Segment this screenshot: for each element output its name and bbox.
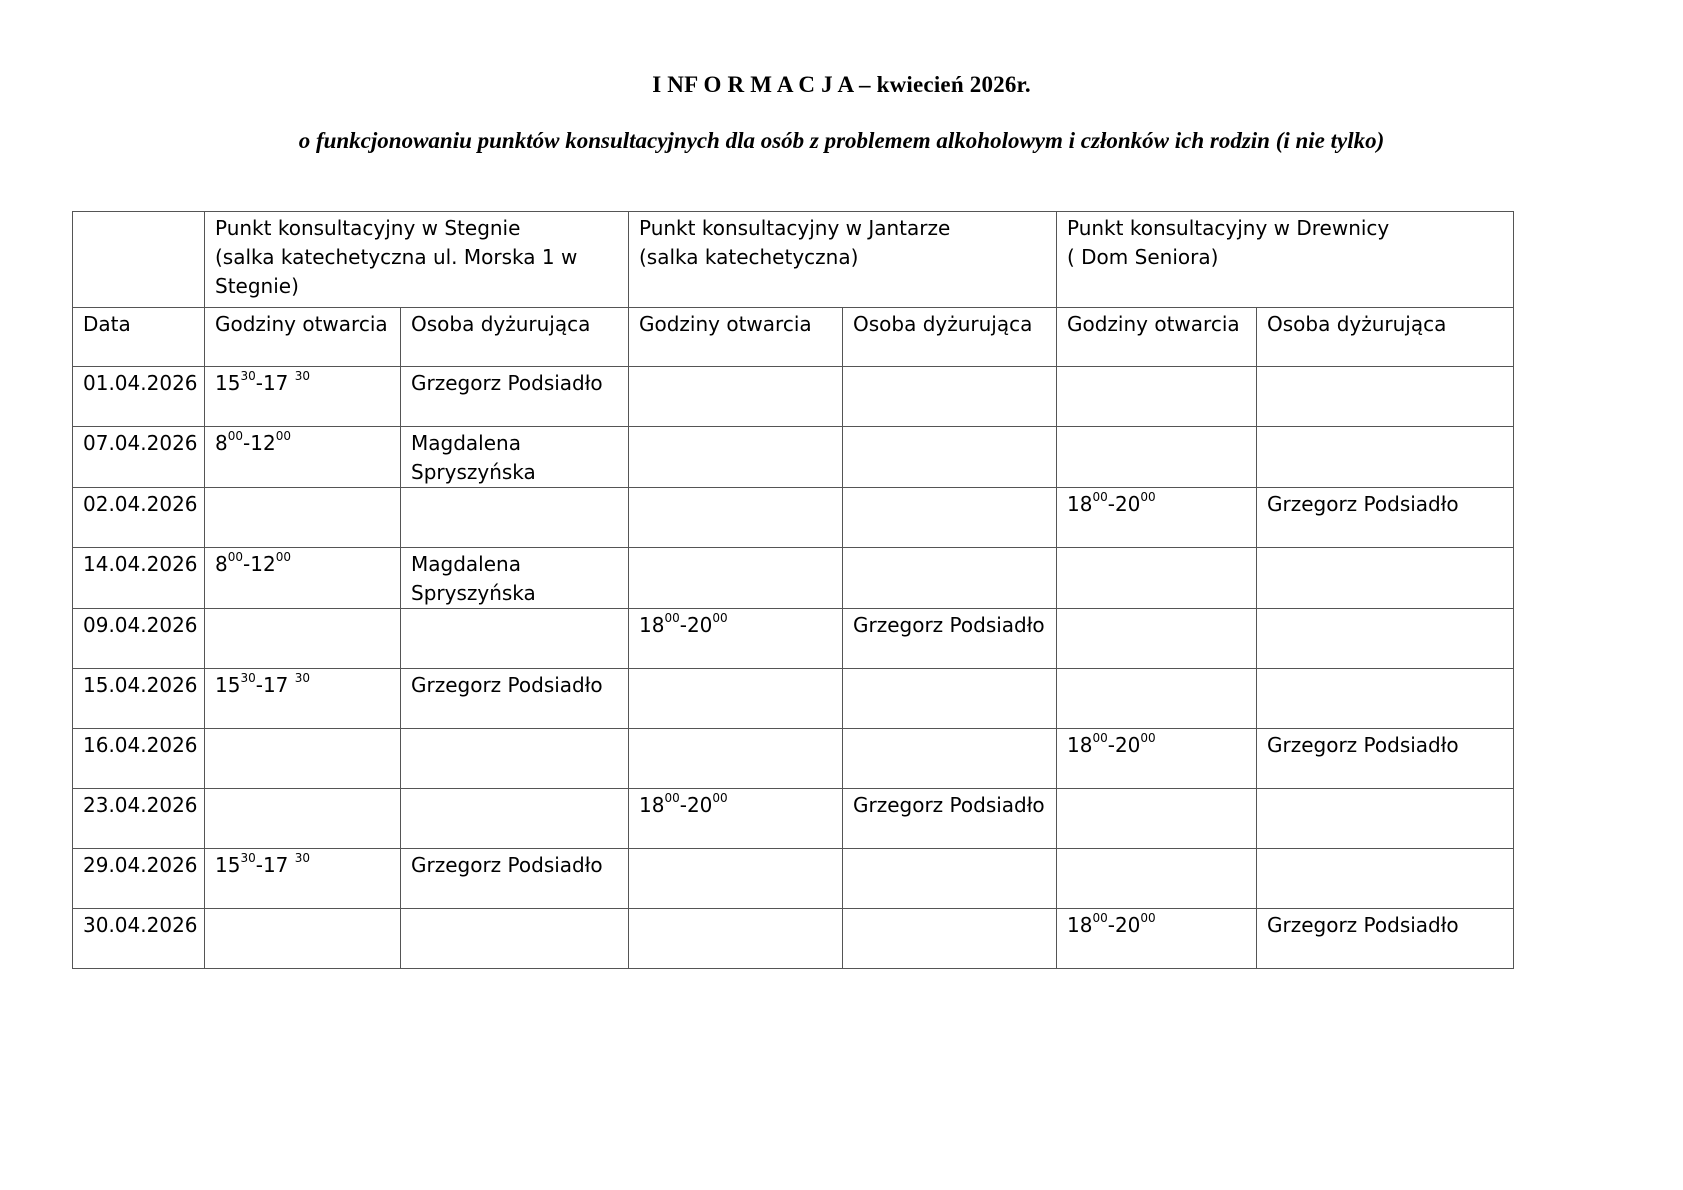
group-location: (salka katechetyczna) (639, 245, 859, 269)
stegna-person-cell (401, 488, 629, 548)
column-header-hours: Godziny otwarcia (629, 308, 843, 367)
end-minutes: 00 (1140, 911, 1156, 926)
stegna-person-cell: Magdalena Spryszyńska (401, 427, 629, 488)
start-hour: 8 (215, 431, 228, 455)
column-header-row (73, 308, 1514, 367)
empty-corner-cell (73, 212, 205, 308)
column-header-person: Osoba dyżurująca (1257, 308, 1514, 367)
start-hour: 15 (215, 371, 241, 395)
end-minutes: 00 (275, 429, 291, 444)
end-minutes: 30 (294, 851, 311, 866)
end-minutes: 00 (1140, 731, 1156, 746)
jantar-hours-cell (629, 427, 843, 488)
opening-hours (215, 552, 291, 576)
start-hour: 15 (215, 853, 241, 877)
start-minutes: 30 (240, 671, 256, 686)
stegna-hours-cell (205, 427, 401, 488)
table-row (73, 789, 1514, 849)
start-hour: 18 (639, 613, 665, 637)
opening-hours (639, 613, 728, 637)
stegna-person-cell: Grzegorz Podsiadło (401, 367, 629, 427)
group-location: ( Dom Seniora) (1067, 245, 1219, 269)
jantar-person-cell (843, 367, 1057, 427)
end-hour: -20 (1107, 733, 1141, 757)
end-hour: -20 (679, 793, 713, 817)
group-header-row (73, 212, 1514, 308)
column-header-date: Data (73, 308, 205, 367)
date-cell: 15.04.2026 (73, 669, 205, 729)
drewnica-hours-cell (1057, 729, 1257, 789)
jantar-person-cell: Grzegorz Podsiadło (843, 609, 1057, 669)
opening-hours (639, 793, 728, 817)
stegna-person-cell: Grzegorz Podsiadło (401, 669, 629, 729)
start-minutes: 30 (240, 851, 256, 866)
group-name: Punkt konsultacyjny w Jantarze (639, 216, 951, 240)
drewnica-person-cell: Grzegorz Podsiadło (1257, 909, 1514, 969)
jantar-person-cell (843, 548, 1057, 609)
start-hour: 18 (1067, 733, 1093, 757)
document-subtitle: o funkcjonowaniu punktów konsultacyjnych dla osób z problemem alkoholowym i członków ich rodzin (i nie tylko) (298, 128, 1385, 153)
drewnica-hours-cell (1057, 367, 1257, 427)
drewnica-hours-cell (1057, 789, 1257, 849)
group-name: Punkt konsultacyjny w Stegnie (215, 216, 521, 240)
group-header-stegna (205, 212, 629, 308)
column-header-hours: Godziny otwarcia (1057, 308, 1257, 367)
table-row (73, 427, 1514, 488)
stegna-hours-cell (205, 789, 401, 849)
table-row (73, 548, 1514, 609)
drewnica-hours-cell (1057, 488, 1257, 548)
drewnica-person-cell (1257, 548, 1514, 609)
group-name: Punkt konsultacyjny w Drewnicy (1067, 216, 1390, 240)
end-hour: -12 (243, 552, 276, 576)
jantar-person-cell (843, 427, 1057, 488)
jantar-person-cell (843, 669, 1057, 729)
jantar-hours-cell (629, 849, 843, 909)
jantar-hours-cell (629, 669, 843, 729)
table-row (73, 669, 1514, 729)
jantar-person-cell (843, 849, 1057, 909)
start-minutes: 00 (664, 791, 680, 806)
drewnica-person-cell (1257, 609, 1514, 669)
jantar-hours-cell (629, 488, 843, 548)
end-minutes: 30 (294, 369, 311, 384)
drewnica-person-cell (1257, 789, 1514, 849)
jantar-person-cell (843, 488, 1057, 548)
column-header-hours: Godziny otwarcia (205, 308, 401, 367)
stegna-hours-cell (205, 909, 401, 969)
opening-hours (1067, 492, 1156, 516)
group-location: (salka katechetyczna ul. Morska 1 w Stegnie) (215, 245, 578, 298)
stegna-person-cell (401, 609, 629, 669)
drewnica-hours-cell (1057, 548, 1257, 609)
end-hour: -17 (255, 853, 295, 877)
stegna-hours-cell (205, 669, 401, 729)
drewnica-hours-cell (1057, 669, 1257, 729)
date-cell: 30.04.2026 (73, 909, 205, 969)
drewnica-person-cell: Grzegorz Podsiadło (1257, 488, 1514, 548)
date-cell: 29.04.2026 (73, 849, 205, 909)
schedule-body (73, 367, 1514, 969)
start-hour: 18 (1067, 913, 1093, 937)
table-row (73, 729, 1514, 789)
table-row (73, 488, 1514, 548)
jantar-hours-cell (629, 548, 843, 609)
end-minutes: 00 (1140, 490, 1156, 505)
end-hour: -20 (1107, 492, 1141, 516)
document-title: I NF O R M A C J A – kwiecień 2026r. (652, 72, 1031, 97)
start-minutes: 00 (664, 611, 680, 626)
stegna-person-cell (401, 729, 629, 789)
stegna-hours-cell (205, 367, 401, 427)
end-minutes: 00 (712, 791, 728, 806)
drewnica-hours-cell (1057, 909, 1257, 969)
jantar-hours-cell (629, 367, 843, 427)
drewnica-person-cell (1257, 427, 1514, 488)
table-row (73, 909, 1514, 969)
end-hour: -17 (255, 673, 295, 697)
drewnica-person-cell: Grzegorz Podsiadło (1257, 729, 1514, 789)
column-header-person: Osoba dyżurująca (843, 308, 1057, 367)
stegna-person-cell (401, 909, 629, 969)
jantar-hours-cell (629, 789, 843, 849)
end-hour: -20 (1107, 913, 1141, 937)
table-row (73, 367, 1514, 427)
start-minutes: 00 (1092, 731, 1108, 746)
drewnica-person-cell (1257, 849, 1514, 909)
jantar-hours-cell (629, 609, 843, 669)
table-row (73, 849, 1514, 909)
date-cell: 07.04.2026 (73, 427, 205, 488)
date-cell: 02.04.2026 (73, 488, 205, 548)
opening-hours (215, 853, 310, 877)
date-cell: 14.04.2026 (73, 548, 205, 609)
date-cell: 23.04.2026 (73, 789, 205, 849)
drewnica-hours-cell (1057, 609, 1257, 669)
jantar-hours-cell (629, 909, 843, 969)
end-minutes: 30 (294, 671, 311, 686)
start-minutes: 00 (1092, 490, 1108, 505)
date-cell: 16.04.2026 (73, 729, 205, 789)
jantar-person-cell (843, 729, 1057, 789)
column-header-person: Osoba dyżurująca (401, 308, 629, 367)
stegna-hours-cell (205, 548, 401, 609)
end-hour: -12 (243, 431, 276, 455)
drewnica-hours-cell (1057, 427, 1257, 488)
start-minutes: 00 (1092, 911, 1108, 926)
stegna-person-cell: Magdalena Spryszyńska (401, 548, 629, 609)
end-hour: -20 (679, 613, 713, 637)
opening-hours (1067, 733, 1156, 757)
opening-hours (215, 371, 310, 395)
start-minutes: 30 (240, 369, 256, 384)
consultation-schedule-table (72, 211, 1514, 969)
start-hour: 15 (215, 673, 241, 697)
start-hour: 8 (215, 552, 228, 576)
jantar-person-cell: Grzegorz Podsiadło (843, 789, 1057, 849)
date-cell: 09.04.2026 (73, 609, 205, 669)
opening-hours (215, 431, 291, 455)
jantar-person-cell (843, 909, 1057, 969)
jantar-hours-cell (629, 729, 843, 789)
stegna-person-cell (401, 789, 629, 849)
stegna-person-cell: Grzegorz Podsiadło (401, 849, 629, 909)
stegna-hours-cell (205, 488, 401, 548)
date-cell: 01.04.2026 (73, 367, 205, 427)
drewnica-hours-cell (1057, 849, 1257, 909)
table-row (73, 609, 1514, 669)
drewnica-person-cell (1257, 669, 1514, 729)
opening-hours (215, 673, 310, 697)
stegna-hours-cell (205, 609, 401, 669)
end-minutes: 00 (712, 611, 728, 626)
stegna-hours-cell (205, 729, 401, 789)
stegna-hours-cell (205, 849, 401, 909)
start-hour: 18 (1067, 492, 1093, 516)
group-header-drewnica (1057, 212, 1514, 308)
end-hour: -17 (255, 371, 295, 395)
drewnica-person-cell (1257, 367, 1514, 427)
group-header-jantar (629, 212, 1057, 308)
start-minutes: 00 (227, 550, 244, 565)
opening-hours (1067, 913, 1156, 937)
start-minutes: 00 (227, 429, 244, 444)
start-hour: 18 (639, 793, 665, 817)
end-minutes: 00 (275, 550, 291, 565)
